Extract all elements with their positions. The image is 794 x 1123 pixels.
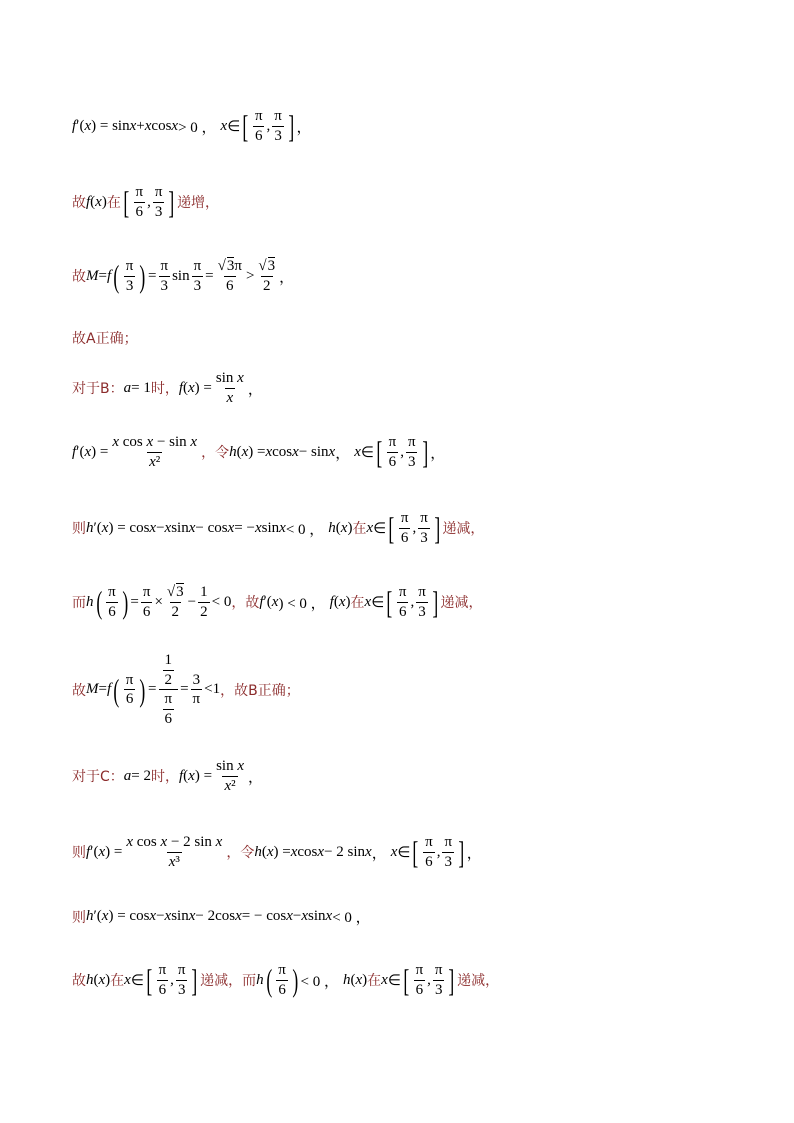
line-13: 故 h ( x ) 在 x ∈ [ $\frac{\pi}{6}$ , $\frac{\pi}{3}$ ] 递减，而 h ( $\frac{\pi}{6}$ ) < 0 ， h ( x ) 在 x ∈ [ $\frac{\pi}{6}$ , $\frac{\pi}{3}$ ] 递减，	[72, 962, 500, 998]
line-6: f ′( x ) = $\frac{\text{x cos x − sin x}}{\text{x²}}$ ，令 h ( x ) = x cos x − sin x ， x ∈ [ $\frac{\pi}{6}$ , $\frac{\pi}{3}$ ] ，	[72, 434, 446, 470]
line-10: 对于C： a = 2 时， f ( x ) = $\frac{\text{sin x}}{\text{x²}}$ ，	[72, 758, 264, 794]
line-5: 对于B： a = 1 时， f ( x ) = $\frac{\text{sin x}}{x}$ ，	[72, 370, 263, 406]
line-4: 故A正确；	[72, 331, 138, 347]
line-1: f ′( x ) = sin x + x cos x > 0 ， x ∈ [ $\frac{\pi}{6}$ , $\frac{\pi}{3}$ ] ，	[72, 108, 312, 144]
line-11: 则 f ′( x ) = $\frac{\text{x cos x − 2 sin x}}{\text{x³}}$ ，令 h ( x ) = x cos x − 2 sin x ， x ∈ [ $\frac{\pi}{6}$ , $\frac{\pi}{3}$ ] ，	[72, 834, 482, 870]
line-8: 而 h ( $\frac{\pi}{6}$ ) = $\frac{\pi}{6}$ × $\frac{√3}{2}$ − $\frac{1}{2}$ < 0 ，故 f ′( x ) < 0 ， f ( x ) 在 x ∈ [ $\frac{\pi}{6}$ , $\frac{\pi}{3}$ ] 递减，	[72, 584, 483, 620]
line-3: 故 M = f ( $\frac{\pi}{3}$ ) = $\frac{\pi}{3}$ sin $\frac{\pi}{3}$ = $\frac{√3\pi}{6}$ > $\frac{√3}{2}$ ，	[72, 258, 295, 294]
line-12: 则 h ′( x ) = cos x − x sin x − 2cos x = − cos x − x sin x < 0 ，	[72, 908, 371, 926]
line-7: 则 h ′( x ) = cos x − x sin x − cos x = − x sin x < 0 ， h ( x ) 在 x ∈ [ $\frac{\pi}{6}$ , $\frac{\pi}{3}$ ] 递减，	[72, 510, 485, 546]
line-9: 故 M = f ( $\frac{\pi}{6}$ ) = $\frac{\frac{1}{2}}{\frac{\pi}{6}}$ = $\frac{3}{\pi}$ <1 ，故B正确；	[72, 652, 300, 727]
line-2: 故 f ( x ) 在 [ $\frac{\pi}{6}$ , $\frac{\pi}{3}$ ] 递增，	[72, 184, 220, 220]
